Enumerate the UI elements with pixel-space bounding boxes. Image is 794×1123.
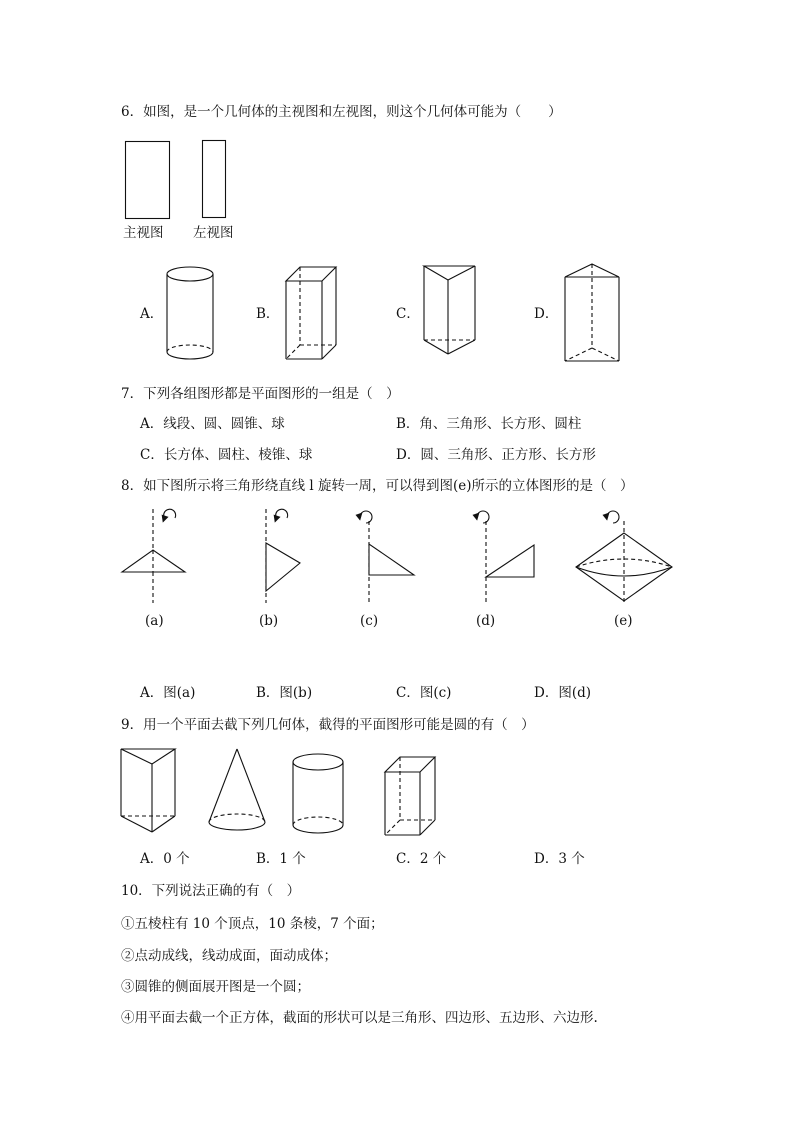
q8-fig-label-b: (b) <box>259 613 279 629</box>
q6-left-label: 左视图 <box>193 225 234 241</box>
q8-figure-e <box>574 505 678 605</box>
q6-option-d: D． <box>534 306 559 322</box>
q8-figure-d <box>466 505 542 605</box>
q6-option-c: C． <box>396 306 420 322</box>
q6-cuboid-figure <box>286 267 338 363</box>
q10-statement-4: ④用平面去截一个正方体，截面的形状可以是三角形、四边形、五边形、六边形. <box>121 1010 598 1026</box>
q9-cone-figure <box>207 748 269 834</box>
q9-triangular-prism-figure <box>120 748 178 836</box>
q10-statement-2: ②点动成线，线动成面，面动成体； <box>121 948 337 964</box>
q8-option-c: C．图(c) <box>396 685 452 701</box>
q9-option-a: A．0 个 <box>140 851 190 867</box>
q8-figure-c <box>350 505 422 605</box>
q9-option-d: D．3 个 <box>534 851 585 867</box>
q9-cylinder-figure <box>292 753 346 837</box>
q9-cuboid-figure <box>384 756 438 838</box>
q6-left-view <box>202 140 228 220</box>
q6-stem: 6．如图，是一个几何体的主视图和左视图，则这个几何体可能为（ ） <box>121 104 562 120</box>
q8-option-a: A．图(a) <box>140 685 196 701</box>
q6-triangular-prism-d-figure <box>563 263 623 367</box>
q6-front-label: 主视图 <box>123 225 164 241</box>
q8-fig-label-a: (a) <box>145 613 164 629</box>
q6-triangular-prism-c-figure <box>423 265 477 357</box>
q6-option-a: A． <box>140 306 164 322</box>
q9-stem: 9．用一个平面去截下列几何体，截得的平面图形可能是圆的有（ ） <box>121 717 535 733</box>
q9-option-b: B．1 个 <box>256 851 306 867</box>
q8-fig-label-d: (d) <box>476 613 496 629</box>
q7-option-a: A．线段、圆、圆锥、球 <box>140 416 285 432</box>
q8-stem: 8．如下图所示将三角形绕直线 l 旋转一周，可以得到图(e)所示的立体图形的是（ ） <box>121 478 634 494</box>
q6-front-view <box>125 141 171 221</box>
q7-option-d: D．圆、三角形、正方形、长方形 <box>396 447 596 463</box>
q9-option-c: C．2 个 <box>396 851 447 867</box>
q8-figure-a <box>118 505 190 605</box>
q7-option-c: C．长方体、圆柱、棱锥、球 <box>140 447 313 463</box>
q8-fig-label-c: (c) <box>360 613 379 629</box>
q10-statement-3: ③圆锥的侧面展开图是一个圆； <box>121 979 310 995</box>
q6-option-b: B． <box>256 306 280 322</box>
q7-option-b: B．角、三角形、长方形、圆柱 <box>396 416 582 432</box>
q8-option-b: B．图(b) <box>256 685 313 701</box>
q7-stem: 7．下列各组图形都是平面图形的一组是（ ） <box>121 386 400 402</box>
q10-stem: 10．下列说法正确的有（ ） <box>121 883 301 899</box>
q8-fig-label-e: (e) <box>614 613 633 629</box>
q8-figure-b <box>248 505 312 605</box>
q8-option-d: D．图(d) <box>534 685 591 701</box>
q10-statement-1: ①五棱柱有 10 个顶点，10 条棱，7 个面； <box>121 916 384 932</box>
q6-cylinder-figure <box>166 266 216 362</box>
